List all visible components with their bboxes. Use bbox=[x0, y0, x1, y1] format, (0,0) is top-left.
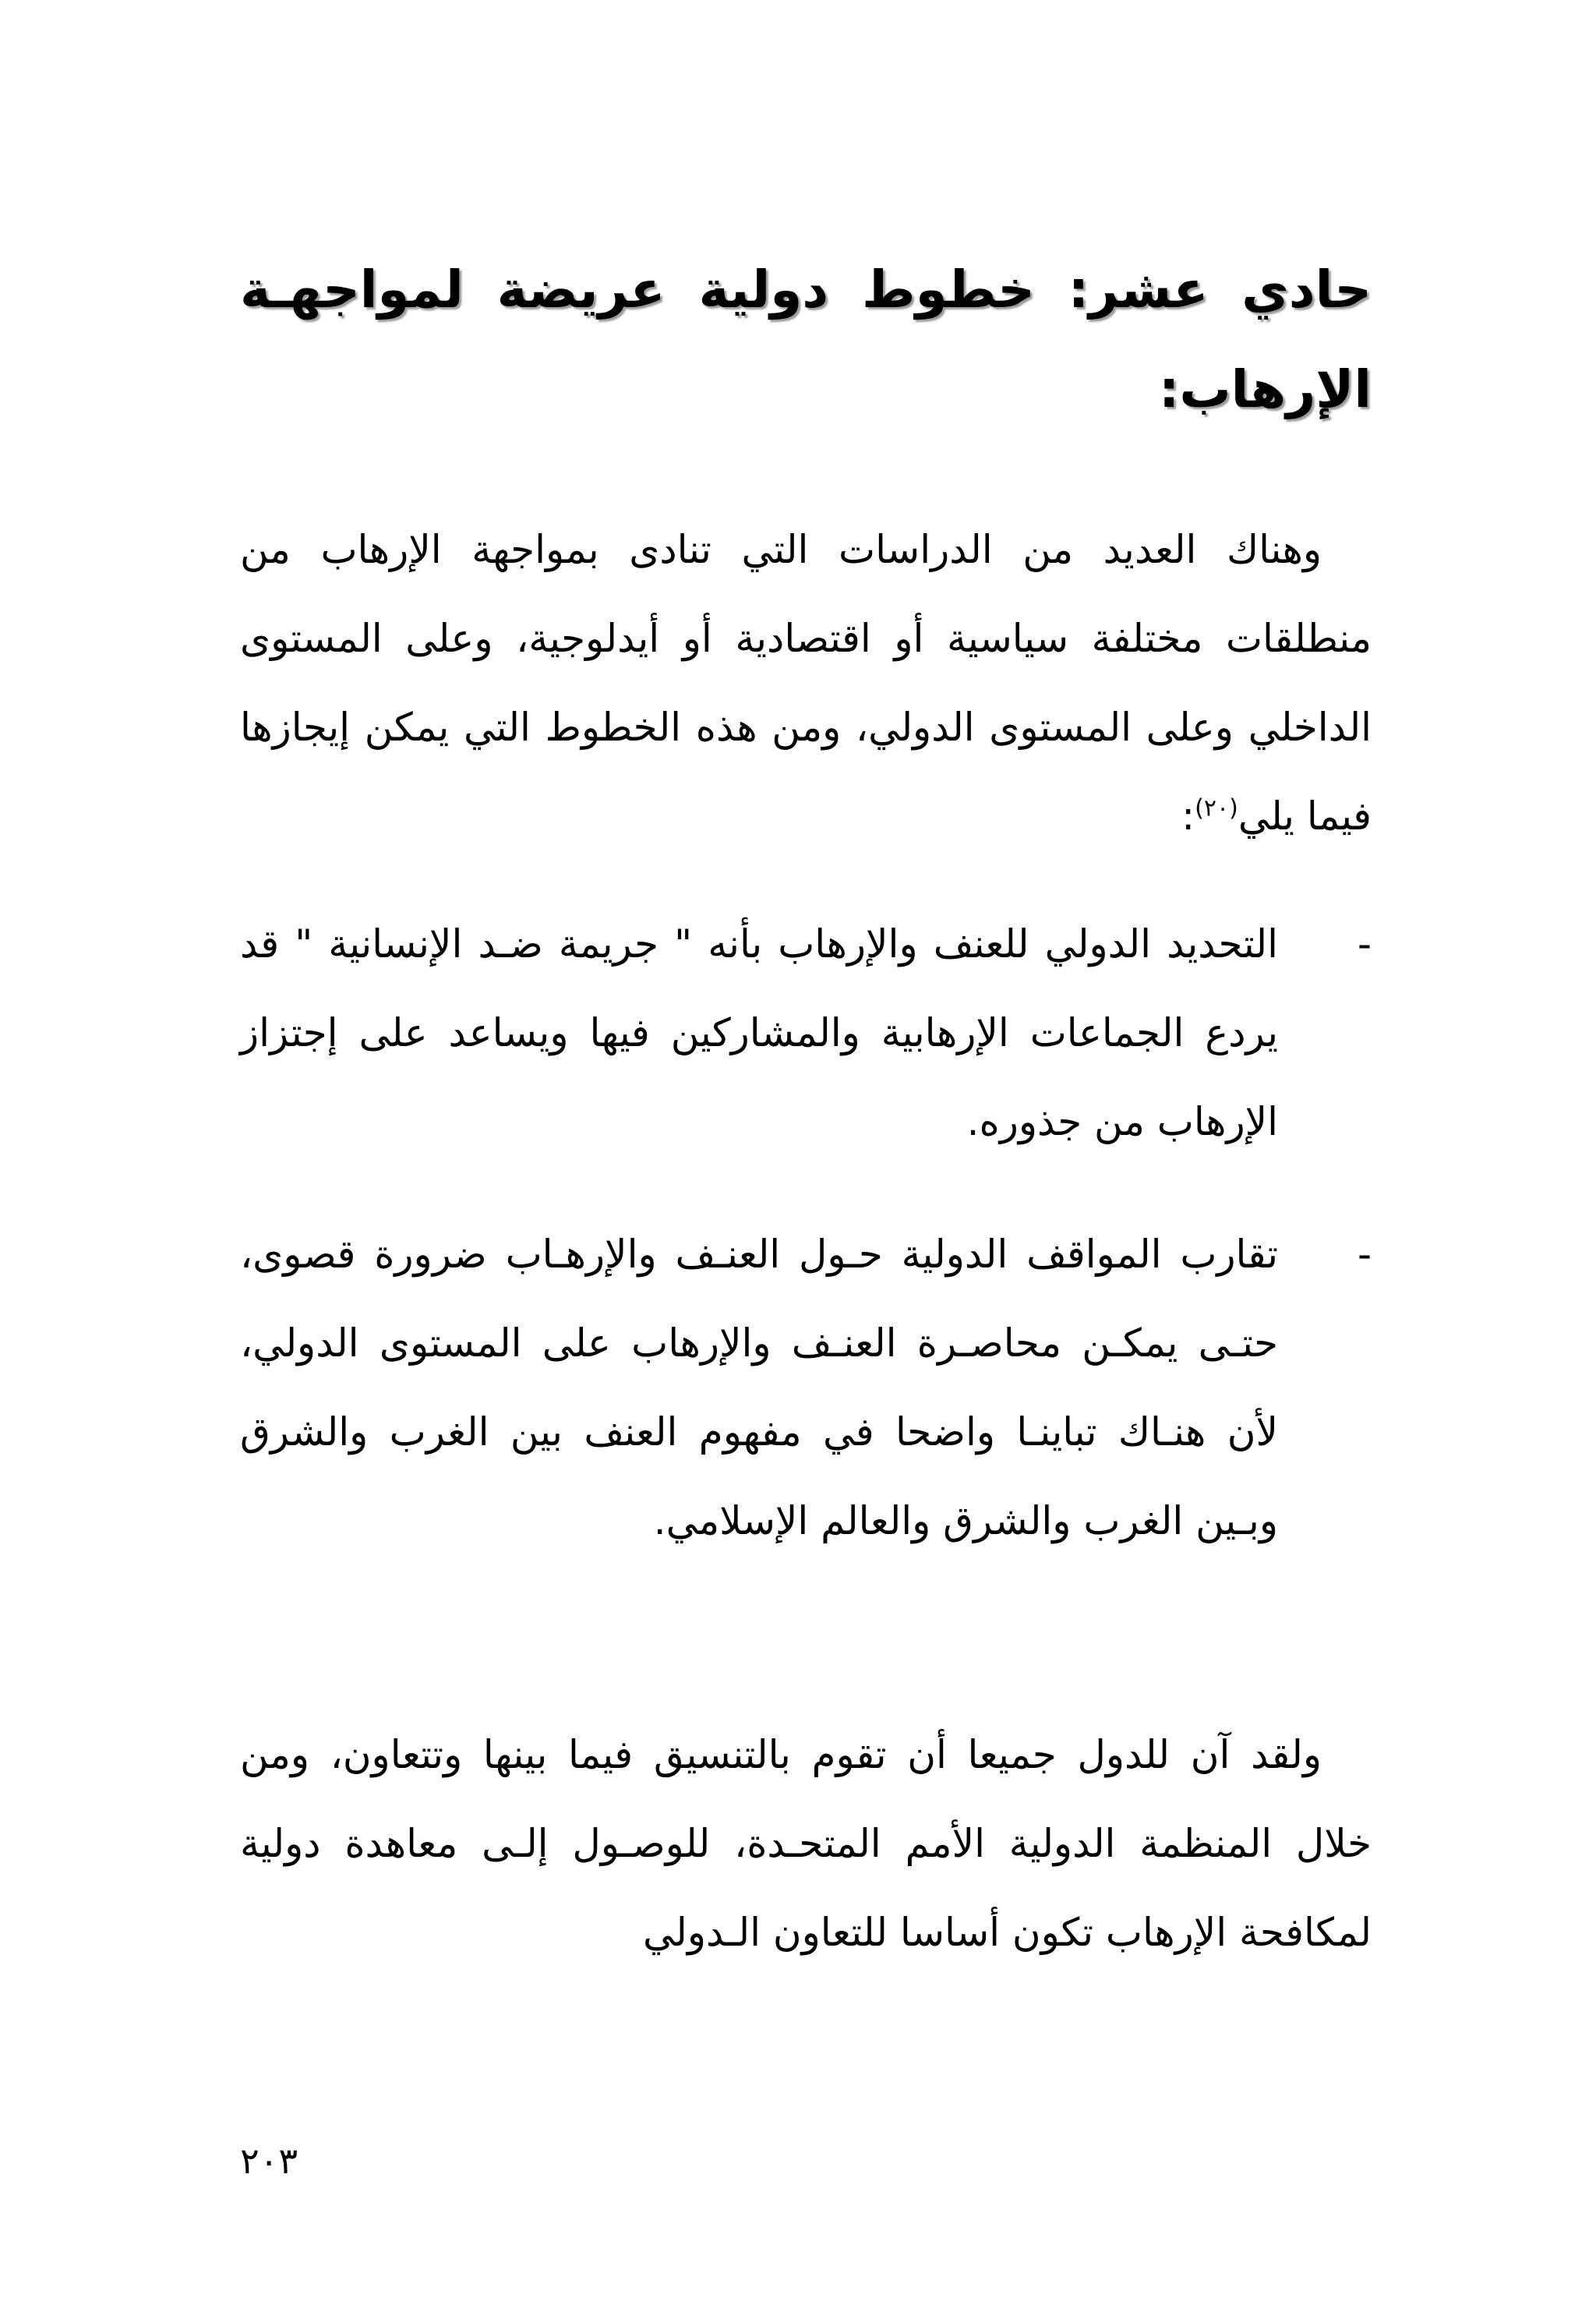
bullet-item-2 bbox=[240, 1210, 1372, 1565]
page-number: ٢٠٣ bbox=[240, 2140, 298, 2182]
bullet-marker: - bbox=[1357, 1232, 1372, 1277]
closing-paragraph-text: ولقد آن للدول جميعا أن تقوم بالتنسيق فيما بينها وتتعاون، ومن خلال المنظمة الدولية الأمم المتحـدة، للوصـول إلـى معاهدة دولية لمكافحة الإرهاب تكون أساسا للتعاون الـدولي bbox=[240, 1732, 1372, 1955]
section-heading: حادي عشر: خطوط دولية عريضة لمواجهـة الإرهاب: bbox=[240, 260, 1372, 419]
intro-paragraph-colon: : bbox=[1181, 794, 1195, 839]
bullet-item-text: التحديد الدولي للعنف والإرهاب بأنه " جريمة ضـد الإنسانية " قد يردع الجماعات الإرهابية والمشاركين فيها ويساعد على إجتزاز الإرهاب من جذوره. bbox=[240, 921, 1278, 1144]
bullet-item-1 bbox=[240, 900, 1372, 1166]
closing-paragraph bbox=[240, 1710, 1372, 1977]
intro-paragraph-text: وهناك العديد من الدراسات التي تنادى بمواجهة الإرهاب من منطلقات مختلفة سياسية أو اقتصادية أو أيدلوجية، وعلى المستوى الداخلي وعلى المستوى الدولي، ومن هذه الخطوط التي يمكن إيجازها فيما يلي bbox=[240, 527, 1372, 839]
bullet-item-text: تقارب المواقف الدولية حـول العنـف والإرهـاب ضرورة قصوى، حتـى يمكـن محاصـرة العنـف والإرهاب على المستوى الدولي، لأن هنـاك تباينـا واضحا في مفهوم العنف بين الغرب والشرق وبـين الغرب والشرق والعالم الإسلامي. bbox=[240, 1232, 1278, 1543]
intro-paragraph bbox=[240, 505, 1372, 861]
footnote-reference[interactable]: (٢٠) bbox=[1195, 794, 1238, 822]
bullet-marker: - bbox=[1357, 921, 1372, 967]
